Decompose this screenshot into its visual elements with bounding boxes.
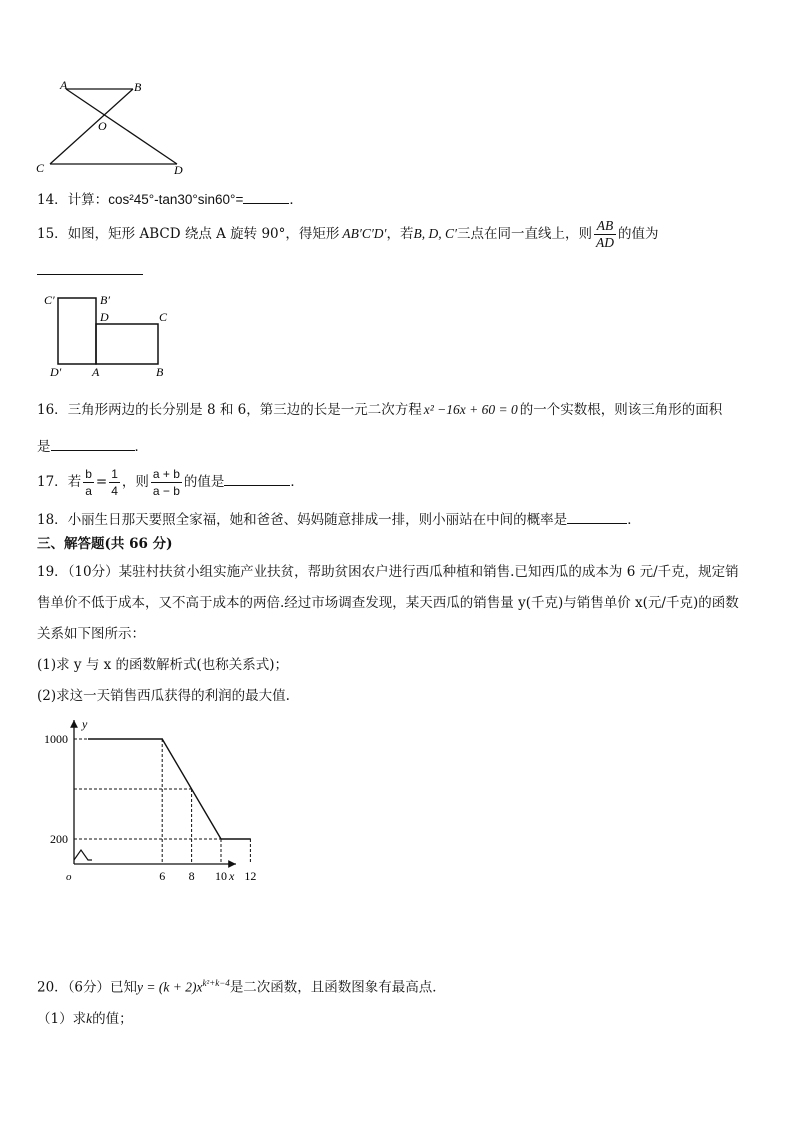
x-axis-label: x xyxy=(229,869,235,883)
q15-text4: 的值为 xyxy=(617,226,659,242)
q18-number: 18． xyxy=(37,512,68,528)
q16-equation: x² −16x + 60 = 0 xyxy=(423,402,518,417)
label-b: B xyxy=(156,365,164,379)
q17-answer-blank[interactable] xyxy=(224,472,290,486)
q17-mid: ，则 xyxy=(121,474,149,490)
label-b: B xyxy=(134,80,142,94)
y-axis-label: y xyxy=(82,717,88,731)
q17-frac-quarter xyxy=(109,466,120,499)
q19-sub1: (1)求 y 与 x 的函数解析式(也称关系式)； xyxy=(37,657,289,673)
q14-answer-blank[interactable] xyxy=(243,190,289,204)
q17-frac-sum xyxy=(151,466,182,499)
question-20-sub1 xyxy=(37,1010,133,1028)
q15-frac-den: AD xyxy=(595,235,614,250)
q17-f1-den: a xyxy=(85,484,92,498)
question-19-line1 xyxy=(37,563,739,581)
q18-end: ． xyxy=(627,512,641,528)
q15-frac-num: AB xyxy=(594,218,616,235)
q15-rect: AB′C′D′ xyxy=(342,226,387,241)
origin-label: o xyxy=(66,871,72,883)
q17-f2-den: 4 xyxy=(111,484,118,498)
q15-text3: 三点在同一直线上，则 xyxy=(456,226,592,242)
q16-answer-blank[interactable] xyxy=(51,437,135,451)
q15-text1: 如图，矩形 ABCD 绕点 A 旋转 90°，得矩形 xyxy=(67,226,340,242)
label-a: A xyxy=(92,365,100,379)
q17-end: ． xyxy=(290,474,304,490)
q16-text2: 的一个实数根，则该三角形的面积 xyxy=(519,402,723,418)
question-14 xyxy=(37,190,303,209)
q16-text1: 三角形两边的长分别是 8 和 6，第三边的长是一元二次方程 xyxy=(67,402,422,418)
q15-text2: ，若 xyxy=(386,226,414,242)
q18-text: 小丽生日那天要照全家福，她和爸爸、妈妈随意排成一排，则小丽站在中间的概率是 xyxy=(67,512,568,528)
x-tick-label-6: 6 xyxy=(159,869,166,883)
x-tick-label-10: 10 xyxy=(215,869,227,883)
q14-prefix: 计算： xyxy=(67,192,109,208)
label-c: C xyxy=(36,161,45,175)
q15-answer-blank[interactable] xyxy=(37,274,143,275)
q20-post: 是二次函数，且函数图象有最高点． xyxy=(229,979,446,996)
q17-number: 17． xyxy=(37,474,68,490)
label-c1: C′ xyxy=(44,293,55,307)
q15-number: 15． xyxy=(37,226,68,242)
label-d: D xyxy=(174,163,183,177)
q17-post: 的值是 xyxy=(183,474,225,490)
series-point-1 xyxy=(220,838,221,839)
q14-expression: cos²45°-tan30°sin60°= xyxy=(108,192,244,207)
question-17 xyxy=(37,462,304,502)
question-16 xyxy=(37,401,722,419)
q15-points: B, D, C′ xyxy=(413,226,457,241)
q19-line2: 售单价不低于成本，又不高于成本的两倍.经过市场调查发现，某天西瓜的销售量 y(千克)与销售单价 x(元/千克)的函数 xyxy=(37,595,739,611)
label-c: C xyxy=(159,310,168,324)
rect-ab1c1d1 xyxy=(58,298,96,364)
q14-number: 14． xyxy=(37,192,68,208)
question-16-cont xyxy=(37,437,148,456)
question-18 xyxy=(37,510,641,529)
series-point-2 xyxy=(250,838,251,839)
series-point-0 xyxy=(162,738,163,739)
rect-abcd xyxy=(96,324,158,364)
q17-f1-num: b xyxy=(85,467,92,481)
q17-f3-den: a − b xyxy=(152,484,180,498)
q15-fraction xyxy=(594,218,616,251)
x-tick-label-8: 8 xyxy=(188,869,195,883)
label-o: O xyxy=(98,119,107,133)
q20-exponent: k²+k−4 xyxy=(202,978,230,988)
q16-number: 16． xyxy=(37,402,68,418)
q16-end: ． xyxy=(134,439,148,455)
q20-pre: （6分）已知 xyxy=(67,979,138,996)
q17-f3-num: a + b xyxy=(152,467,180,481)
q17-frac-ba xyxy=(83,466,94,499)
q20-sub1-pre: （1）求 xyxy=(37,1011,87,1027)
q19-sub2: (2)求这一天销售西瓜获得的利润的最大值. xyxy=(37,688,290,704)
q17-pre: 若 xyxy=(67,474,82,490)
q20-equation: y = (k + 2)x xyxy=(137,979,203,995)
section-3-title: 三、解答题(共 66 分) xyxy=(37,536,173,552)
y-tick-label-200: 200 xyxy=(50,832,68,846)
q16-text3: 是 xyxy=(37,439,51,455)
label-b1: B′ xyxy=(100,293,110,307)
figure-q15 xyxy=(44,290,178,378)
y-tick-label-1000: 1000 xyxy=(44,732,68,746)
q20-sub1-post: 的值； xyxy=(92,1011,133,1027)
q19-line3: 关系如下图所示： xyxy=(37,626,145,642)
q20-sub1-var: k xyxy=(86,1011,93,1026)
q17-eq: = xyxy=(95,474,108,490)
q19-number: 19． xyxy=(37,564,68,580)
question-15 xyxy=(37,214,658,254)
label-a: A xyxy=(60,78,68,92)
label-d: D xyxy=(100,310,109,324)
chart-q19 xyxy=(36,714,257,884)
q20-number: 20． xyxy=(37,979,68,996)
figure-q13 xyxy=(36,78,186,180)
q17-f2-num: 1 xyxy=(111,467,118,481)
q18-answer-blank[interactable] xyxy=(567,510,627,524)
q19-line1: （10分）某驻村扶贫小组实施产业扶贫，帮助贫困农户进行西瓜种植和销售.已知西瓜的成本为 6 元/千克，规定销 xyxy=(67,564,739,580)
q14-end: ． xyxy=(289,192,303,208)
question-20 xyxy=(37,971,446,995)
label-d1: D′ xyxy=(50,365,62,379)
axis-break xyxy=(74,850,92,860)
x-tick-label-12: 12 xyxy=(244,869,257,883)
